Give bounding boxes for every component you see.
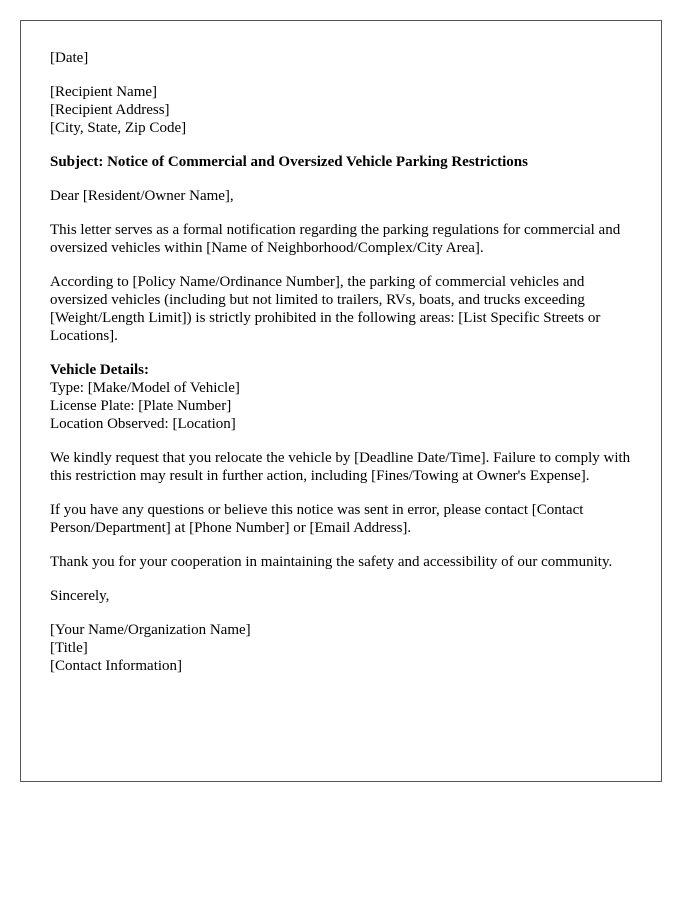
recipient-name: [Recipient Name] <box>50 84 158 100</box>
date: [Date] <box>50 50 89 66</box>
letter-page <box>20 20 662 782</box>
signature-block <box>50 621 632 675</box>
signature-name: [Your Name/Organization Name] <box>50 622 251 638</box>
thanks-paragraph: Thank you for your cooperation in maintaining the safety and accessibility of our community. <box>50 554 613 570</box>
intro-paragraph: This letter serves as a formal notification regarding the parking regulations for commercial and oversized vehicles within [Name of Neighborhood/Complex/City Area]. <box>50 222 621 256</box>
recipient-address: [Recipient Address] <box>50 102 170 118</box>
policy-paragraph: According to [Policy Name/Ordinance Number], the parking of commercial vehicles and oversized vehicles (including but not limited to trailers, RVs, boats, and trucks exceeding [Weight/Length Limit]) is strictly prohibited in the following areas: [List Specific Streets or Locations]. <box>50 274 601 344</box>
vehicle-plate: License Plate: [Plate Number] <box>50 398 232 414</box>
vehicle-details <box>50 361 632 433</box>
recipient-city: [City, State, Zip Code] <box>50 120 187 136</box>
closing: Sincerely, <box>50 588 110 604</box>
vehicle-location: Location Observed: [Location] <box>50 416 236 432</box>
contact-paragraph: If you have any questions or believe this notice was sent in error, please contact [Contact Person/Department] at [Phone Number] or [Email Address]. <box>50 502 584 536</box>
subject-line: Subject: Notice of Commercial and Oversized Vehicle Parking Restrictions <box>50 154 528 170</box>
recipient-block <box>50 83 632 137</box>
request-paragraph: We kindly request that you relocate the vehicle by [Deadline Date/Time]. Failure to comply with this restriction may result in further action, including [Fines/Towing at Owner's Expense]. <box>50 450 631 484</box>
vehicle-heading: Vehicle Details: <box>50 362 150 378</box>
signature-title: [Title] <box>50 640 88 656</box>
signature-contact: [Contact Information] <box>50 658 183 674</box>
vehicle-type: Type: [Make/Model of Vehicle] <box>50 380 240 396</box>
salutation: Dear [Resident/Owner Name], <box>50 188 234 204</box>
